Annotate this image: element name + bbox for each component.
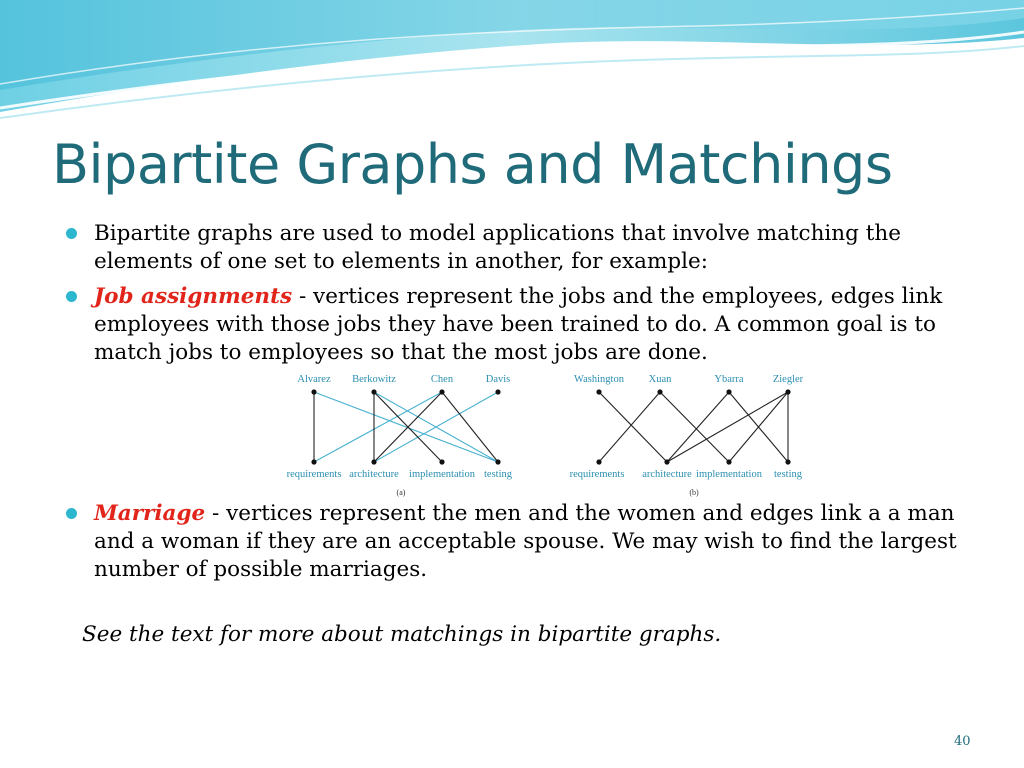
bullet-icon [66, 228, 77, 239]
bullet-list [66, 220, 966, 367]
bullet-text: Bipartite graphs are used to model applications that involve matching the elements of one set to elements in another, for example: [94, 221, 901, 274]
vertex-label: Washington [574, 374, 624, 385]
footnote-text: See the text for more about matchings in bipartite graphs. [82, 622, 722, 647]
bipartite-graphs-figure [280, 370, 810, 500]
slide-title: Bipartite Graphs and Matchings [52, 133, 893, 196]
vertex-label: implementation [409, 469, 475, 480]
bullet-icon [66, 508, 77, 519]
figure-caption: (b) [689, 488, 699, 497]
header-wave-banner [0, 0, 1024, 130]
bullet-keyword: Marriage [94, 501, 206, 526]
vertex-label: requirements [569, 469, 625, 480]
vertex-label: Berkowitz [352, 374, 396, 385]
bullet-icon [66, 291, 77, 302]
vertex-label: testing [774, 469, 802, 480]
graph-b [570, 374, 804, 497]
graph-a [287, 374, 513, 497]
vertex-label: implementation [696, 469, 762, 480]
vertex-label: architecture [349, 469, 399, 480]
vertex-label: Alvarez [297, 374, 331, 385]
vertex-label: requirements [286, 469, 342, 480]
slide-number: 40 [954, 734, 971, 749]
vertex-label: architecture [642, 469, 692, 480]
vertex-label: Ziegler [772, 374, 804, 385]
bullet-item-marriage [66, 500, 994, 584]
bullet-text: - vertices represent the men and the women and edges link a a man and a woman if they are an acceptable spouse. We may wish to find the largest number of possible marriages. [94, 501, 957, 582]
figure-caption: (a) [396, 488, 406, 497]
bullet-text: - vertices represent the jobs and the employees, edges link employees with those jobs they have been trained to do. A common goal is to match jobs to employees so that the most jobs are done. [94, 284, 943, 365]
bullet-keyword: Job assignments [94, 284, 293, 309]
vertex-label: testing [484, 469, 512, 480]
vertex-label: Chen [430, 374, 454, 385]
vertex-label: Davis [485, 374, 511, 385]
vertex-label: Xuan [648, 374, 672, 385]
vertex-label: Ybarra [714, 374, 744, 385]
bullet-item-bipartite-intro [66, 220, 966, 276]
bullet-item-job-assignments [66, 283, 966, 367]
